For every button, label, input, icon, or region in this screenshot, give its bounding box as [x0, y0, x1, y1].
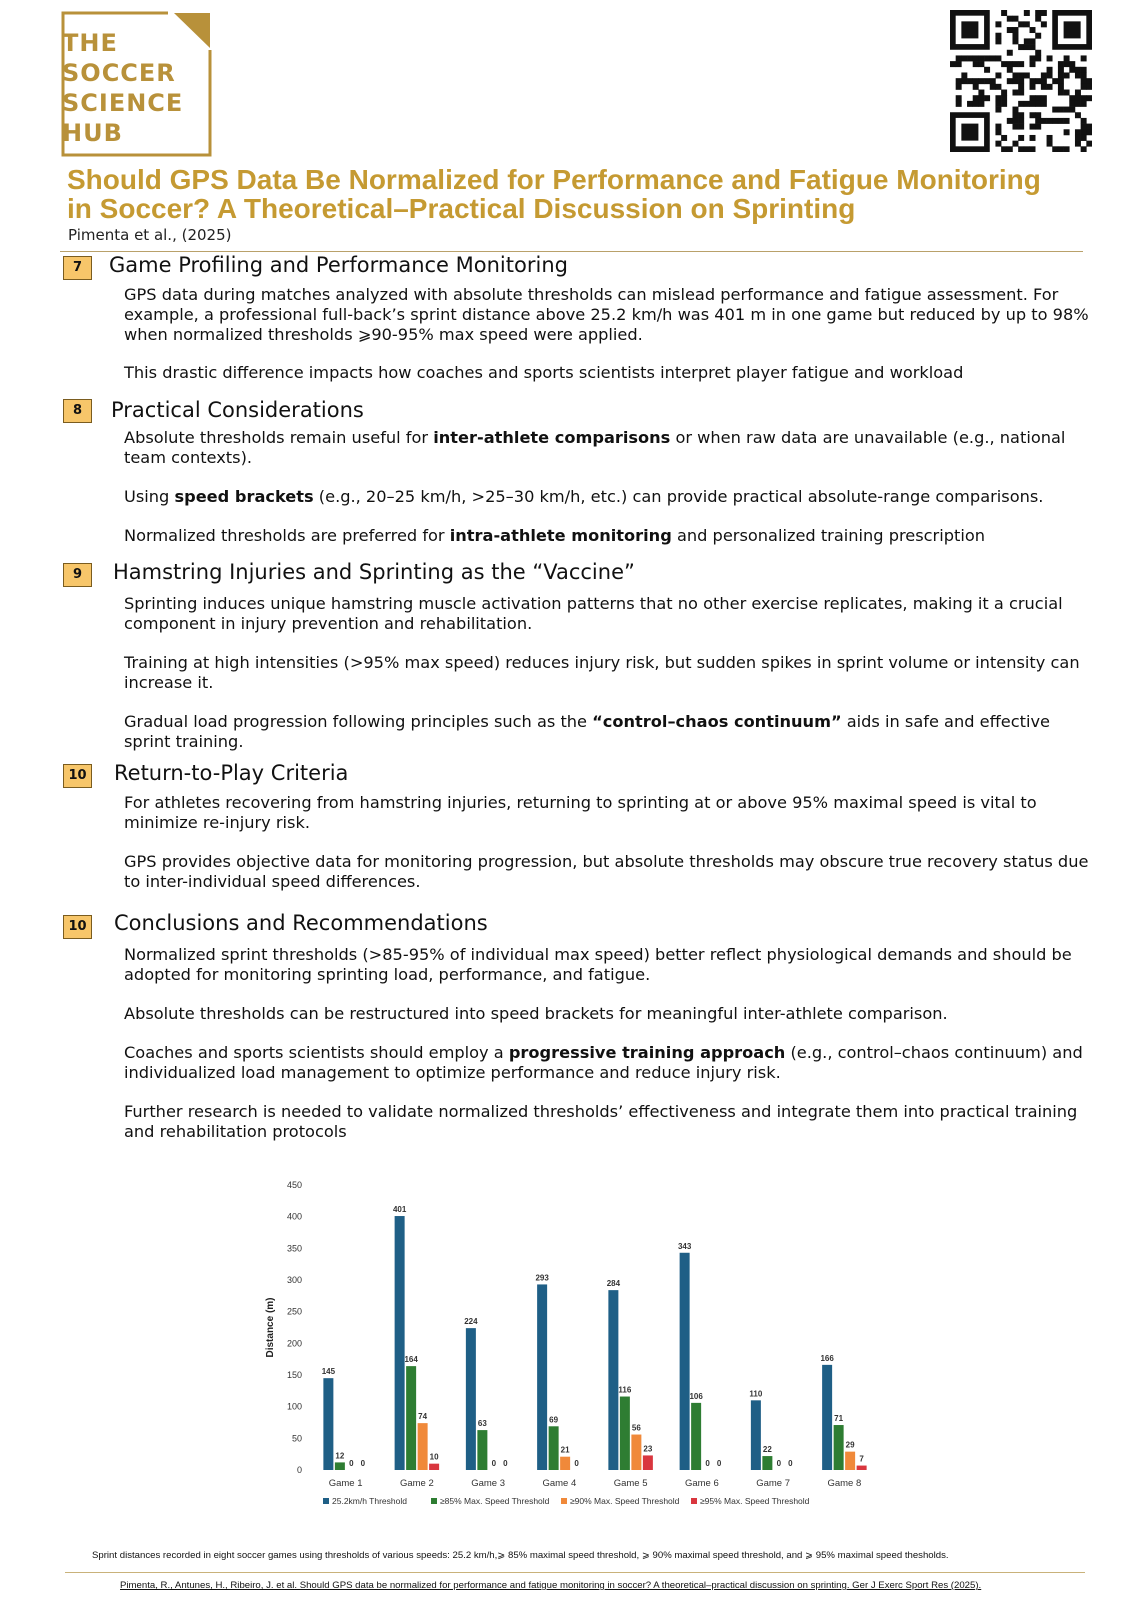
emphasis-text: speed brackets: [174, 487, 314, 506]
page-title: Should GPS Data Be Normalized for Performance and Fatigue Monitoring in Soccer? A Theoretical–Practical Discussion on Sprinting: [67, 164, 1041, 224]
data-label: 0: [716, 1459, 722, 1468]
legend-label: ≥90% Max. Speed Threshold: [570, 1496, 680, 1506]
data-label: 56: [631, 1423, 641, 1433]
bar: [762, 1456, 772, 1470]
bar: [822, 1365, 832, 1470]
data-label: 74: [418, 1412, 428, 1422]
emphasis-text: progressive training approach: [508, 1043, 786, 1062]
data-label: 401: [392, 1205, 407, 1215]
bar: [335, 1462, 345, 1470]
data-label: 23: [643, 1444, 653, 1454]
y-tick-label: 0: [296, 1465, 302, 1475]
y-tick-label: 250: [286, 1306, 302, 1317]
y-tick-label: 350: [286, 1243, 302, 1254]
y-tick-label: 50: [291, 1433, 302, 1444]
bar: [323, 1378, 333, 1470]
data-label: 166: [820, 1353, 834, 1363]
logo-line: SOCCER: [62, 59, 176, 87]
data-label: 71: [834, 1414, 844, 1424]
logo-line: HUB: [62, 119, 123, 147]
bar: [834, 1425, 844, 1470]
data-label: 343: [677, 1241, 692, 1251]
legend-label: 25.2km/h Threshold: [332, 1496, 407, 1506]
data-label: 116: [618, 1385, 632, 1395]
data-label: 63: [477, 1419, 487, 1429]
data-label: 10: [429, 1452, 439, 1462]
bar: [751, 1400, 761, 1470]
y-tick-label: 200: [286, 1338, 302, 1349]
section-paragraph: GPS provides objective data for monitoring progression, but absolute thresholds may obscure true recovery status due to inter-individual speed differences.: [124, 852, 1089, 891]
brand-logo: [60, 10, 214, 158]
bar: [537, 1284, 547, 1470]
bar: [466, 1328, 476, 1470]
x-tick-label: Game 2: [399, 1478, 434, 1489]
bar: [418, 1423, 428, 1470]
bar: [477, 1430, 487, 1470]
data-label: 0: [574, 1459, 579, 1468]
section-paragraph: Using speed brackets (e.g., 20–25 km/h, >25–30 km/h, etc.) can provide practical absolute-range comparisons.: [124, 487, 1044, 506]
section-number-8: 8: [63, 399, 92, 423]
section-number-10: 10: [63, 915, 92, 939]
data-label: 69: [549, 1415, 559, 1425]
x-tick-label: Game 5: [613, 1478, 648, 1489]
section-paragraph: Normalized thresholds are preferred for intra-athlete monitoring and personalized training prescription: [124, 526, 985, 545]
data-label: 12: [335, 1451, 345, 1461]
bar: [429, 1464, 439, 1470]
y-tick-label: 300: [286, 1275, 302, 1285]
data-label: 0: [776, 1459, 782, 1468]
data-label: 0: [360, 1459, 366, 1468]
citation-link[interactable]: Pimenta, R., Antunes, H., Ribeiro, J. et al. Should GPS data be normalized for performance and fatigue monitoring in soccer? A theoretical–practical discussion on sprinting. Ger J Exerc Sport Res (2025).: [120, 1580, 982, 1591]
bar: [691, 1403, 701, 1470]
bar: [680, 1253, 690, 1470]
data-label: 0: [788, 1459, 793, 1468]
x-tick-label: Game 6: [684, 1478, 719, 1489]
section-paragraph: Absolute thresholds remain useful for inter-athlete comparisons or when raw data are unavailable (e.g., national team contexts).: [124, 428, 1066, 467]
emphasis-text: “control–chaos continuum”: [592, 712, 842, 731]
legend-swatch: [561, 1498, 567, 1504]
legend-swatch: [323, 1498, 329, 1504]
y-tick-label: 400: [286, 1211, 302, 1222]
bar: [845, 1452, 855, 1470]
y-tick-label: 150: [286, 1370, 302, 1380]
data-label: 164: [404, 1355, 418, 1365]
bar: [560, 1457, 570, 1470]
sprint-distance-chart: [255, 1180, 895, 1540]
section-title: Return-to-Play Criteria: [114, 761, 349, 785]
section-title: Hamstring Injuries and Sprinting as the “Vaccine”: [113, 560, 635, 584]
data-label: 22: [762, 1445, 772, 1455]
logo-line: SCIENCE: [62, 89, 184, 117]
section-paragraph: Normalized sprint thresholds (>85-95% of individual max speed) better reflect physiological demands and should be adopted for monitoring sprinting load, performance, and fatigue.: [124, 945, 1072, 984]
bar: [620, 1397, 630, 1470]
section-paragraph: GPS data during matches analyzed with absolute thresholds can mislead performance and fatigue assessment. For example, a professional full-back’s sprint distance above 25.2 km/h was 401 m in one game but reduced by up to 98% when normalized thresholds ⩾90-95% max speed were applied.: [124, 285, 1089, 344]
data-label: 110: [749, 1389, 763, 1399]
legend-label: ≥85% Max. Speed Threshold: [440, 1496, 550, 1506]
bar: [857, 1466, 867, 1470]
x-tick-label: Game 1: [328, 1478, 363, 1489]
bar: [643, 1455, 653, 1470]
bar: [395, 1216, 405, 1470]
section-paragraph: Absolute thresholds can be restructured into speed brackets for meaningful inter-athlete comparison.: [124, 1004, 948, 1023]
x-tick-label: Game 4: [542, 1478, 577, 1489]
y-axis-label: Distance (m): [265, 1297, 276, 1358]
section-number-9: 9: [63, 563, 92, 587]
section-paragraph: Coaches and sports scientists should employ a progressive training approach (e.g., control–chaos continuum) and individualized load management to optimize performance and reduce injury risk.: [124, 1043, 1083, 1082]
logo-line: THE: [62, 29, 118, 57]
header-divider: [60, 251, 1083, 252]
data-label: 293: [535, 1273, 549, 1283]
y-tick-label: 100: [286, 1401, 302, 1412]
data-label: 284: [606, 1279, 621, 1289]
data-label: 29: [845, 1440, 855, 1450]
section-paragraph: For athletes recovering from hamstring injuries, returning to sprinting at or above 95% maximal speed is vital to minimize re-injury risk.: [124, 793, 1037, 832]
emphasis-text: intra-athlete monitoring: [449, 526, 672, 545]
data-label: 0: [705, 1459, 710, 1468]
section-title: Game Profiling and Performance Monitoring: [109, 253, 568, 277]
legend-label: ≥95% Max. Speed Threshold: [700, 1496, 810, 1506]
data-label: 7: [859, 1454, 864, 1464]
section-paragraph: Training at high intensities (>95% max speed) reduces injury risk, but sudden spikes in sprint volume or intensity can increase it.: [124, 653, 1080, 692]
section-paragraph: Further research is needed to validate normalized thresholds’ effectiveness and integrate them into practical training and rehabilitation protocols: [124, 1102, 1078, 1141]
emphasis-text: inter-athlete comparisons: [433, 428, 671, 447]
chart-caption: Sprint distances recorded in eight soccer games using thresholds of various speeds: 25.2 km/h,⩾ 85% maximal speed threshold, ⩾ 90% maximal speed threshold, and ⩾ 95% maximal speed thesholds.: [92, 1550, 949, 1561]
bar: [406, 1366, 416, 1470]
x-tick-label: Game 8: [827, 1478, 862, 1489]
section-paragraph: This drastic difference impacts how coaches and sports scientists interpret player fatigue and workload: [124, 363, 964, 382]
data-label: 21: [560, 1445, 570, 1455]
data-label: 224: [464, 1317, 478, 1327]
legend-swatch: [691, 1498, 697, 1504]
data-label: 145: [321, 1367, 336, 1377]
section-paragraph: Gradual load progression following principles such as the “control–chaos continuum” aids in safe and effective sprint training.: [124, 712, 1051, 751]
authors: Pimenta et al., (2025): [68, 226, 232, 244]
x-tick-label: Game 3: [471, 1478, 506, 1489]
data-label: 0: [503, 1459, 508, 1468]
legend-swatch: [431, 1498, 437, 1504]
data-label: 106: [689, 1391, 703, 1401]
section-number-10: 10: [63, 764, 92, 788]
footer-divider: [65, 1572, 1085, 1573]
bar: [631, 1435, 641, 1470]
section-title: Conclusions and Recommendations: [114, 911, 488, 935]
x-tick-label: Game 7: [756, 1478, 791, 1489]
bar: [549, 1426, 559, 1470]
data-label: 0: [349, 1459, 354, 1468]
y-tick-label: 450: [286, 1180, 302, 1190]
logo-wordmark: [62, 28, 183, 148]
section-title: Practical Considerations: [111, 398, 364, 422]
bar: [608, 1290, 618, 1470]
qr-code[interactable]: [950, 10, 1092, 152]
data-label: 0: [491, 1459, 497, 1468]
section-paragraph: Sprinting induces unique hamstring muscle activation patterns that no other exercise replicates, making it a crucial component in injury prevention and rehabilitation.: [124, 594, 1063, 633]
section-number-7: 7: [63, 256, 92, 280]
